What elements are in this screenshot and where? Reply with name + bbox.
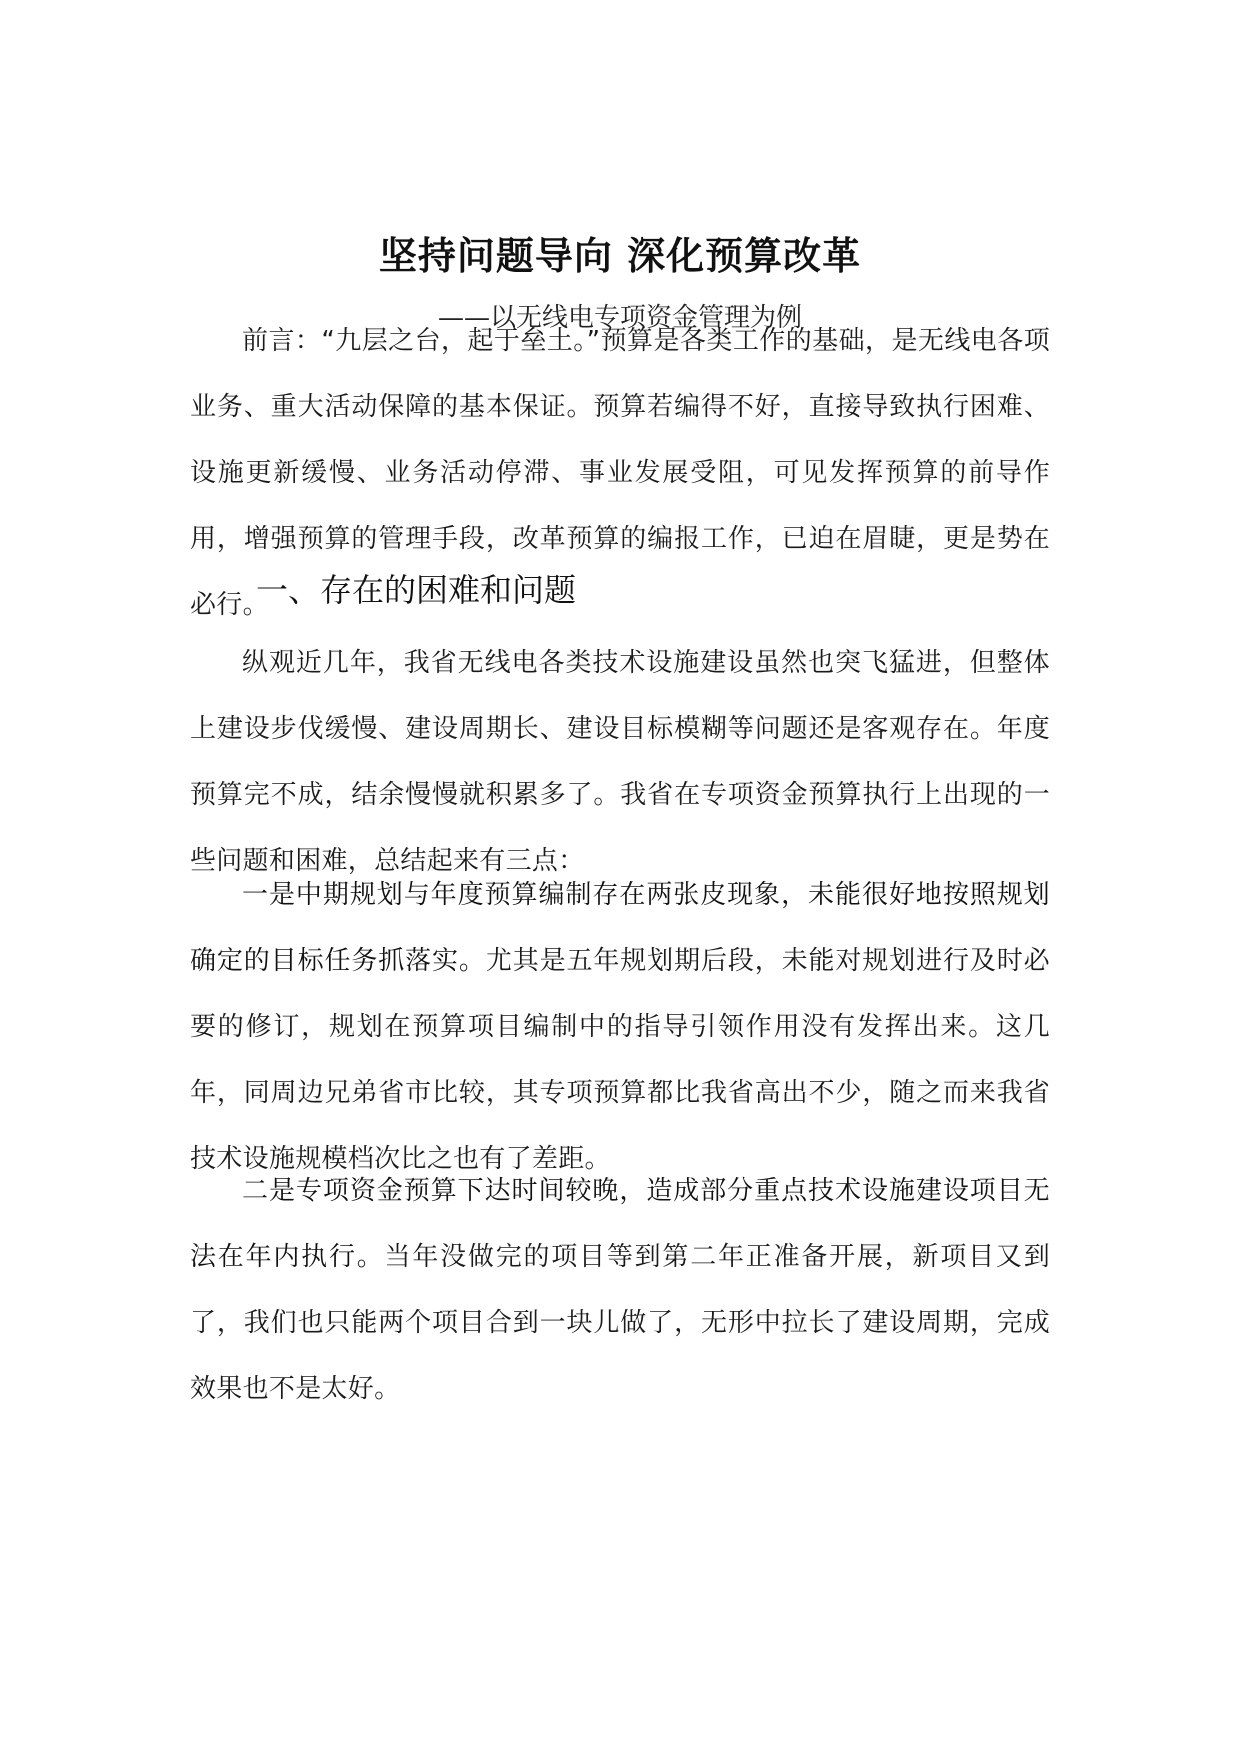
point-two-paragraph (190, 1158, 1050, 1422)
section-intro-paragraph: 纵观近几年，我省无线电各类技术设施建设虽然也突飞猛进，但整体上建设步伐缓慢、建设周期长、建设目标模糊等问题还是客观存在。年度预算完不成，结余慢慢就积累多了。我省在专项资金预算执行上出现的一些问题和困难，总结起来有三点： (190, 648, 1050, 876)
point-one-lead: 一是中期规划与年度预算编制存在两张皮现象，未能很好地按照规划确定的目标任务抓落实。 (190, 880, 1050, 976)
point-two-body: 当年没做完的项目等到第二年正准备开展，新项目又到了，我们也只能两个项目合到一块儿做了，无形中拉长了建设周期，完成效果也不是太好。 (190, 1242, 1050, 1404)
point-one-body: 尤其是五年规划期后段，未能对规划进行及时必要的修订，规划在预算项目编制中的指导引领作用没有发挥出来。这几年，同周边兄弟省市比较，其专项预算都比我省高出不少，随之而来我省技术设施规模档次比之也有了差距。 (190, 946, 1050, 1174)
point-two-lead: 二是专项资金预算下达时间较晚，造成部分重点技术设施建设项目无法在年内执行。 (190, 1176, 1050, 1272)
point-one-paragraph (190, 862, 1050, 1192)
document-page (190, 0, 1050, 1754)
preface-paragraph: 前言：“九层之台，起于垒土。”预算是各类工作的基础，是无线电各项业务、重大活动保障的基本保证。预算若编得不好，直接导致执行困难、设施更新缓慢、业务活动停滞、事业发展受阻，可见发挥预算的前导作用，增强预算的管理手段，改革预算的编报工作，已迫在眉睫，更是势在必行。 (190, 326, 1050, 620)
document-subtitle: ——以无线电专项资金管理为例 (437, 303, 802, 333)
document-title: 坚持问题导向 深化预算改革 (378, 234, 862, 278)
section-heading: 一、存在的困难和问题 (256, 571, 577, 609)
